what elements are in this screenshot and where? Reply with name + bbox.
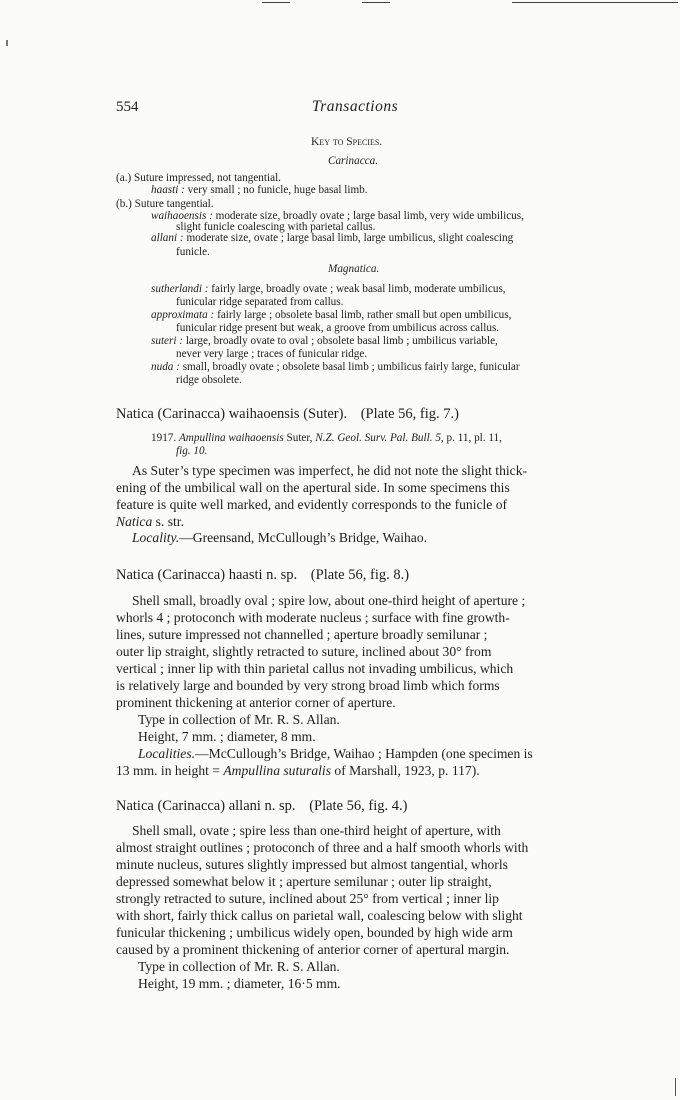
synonymy-fig: fig. 10. [176,445,208,457]
key-a-text: Suture impressed, not tangential. [134,172,281,184]
synonymy-author: Suter, [286,432,313,444]
description-line: outer lip straight, slightly retracted to suture, inclined about 30° from [116,644,492,659]
type-line: Type in collection of Mr. R. S. Allan. [138,712,340,727]
dimensions-line: Height, 7 mm. ; diameter, 8 mm. [138,729,316,744]
key-sutherlandi [151,283,506,296]
key-allani-name: allani : [151,232,184,244]
species-heading-waihaoensis [116,405,459,423]
description-line: caused by a prominent thickening of anterior corner of apertural margin. [116,942,510,957]
running-title: Transactions [312,98,399,115]
key-suteri-desc: large, broadly ovate to oval ; obsolete basal limb ; umbilicus variable, [185,335,498,347]
paragraph-text: s. str. [155,514,184,529]
key-sutherlandi-desc: fairly large, broadly ovate ; weak basal limb, moderate umbilicus, [211,283,506,295]
description-line: funicular thickening ; umbilicus widely open, bounded by high wide arm [116,925,513,940]
paragraph-line [116,513,184,531]
synonymy-line [151,432,502,445]
key-sutherlandi-cont: funicular ridge separated from callus. [176,296,344,308]
localities-line-cont [116,762,480,780]
localities-text: —McCullough’s Bridge, Waihao ; Hampden (one specimen is [195,746,533,761]
species-heading-haasti [116,566,409,584]
key-allani-desc: moderate size, ovate ; large basal limb, large umbilicus, slight coalescing [186,232,514,244]
description-line: Shell small, broadly oval ; spire low, about one-third height of aperture ; [132,593,526,608]
key-allani [151,232,513,245]
key-sutherlandi-name: sutherlandi : [151,283,209,295]
species-reference: Ampullina suturalis [223,763,331,778]
key-nuda-name: nuda : [151,361,180,373]
description-line: prominent thickening at anterior corner of aperture. [116,695,396,710]
localities-text: of Marshall, 1923, p. 117). [334,763,480,778]
scan-artifact-line [512,2,678,3]
key-nuda-desc: small, broadly ovate ; obsolete basal limb ; umbilicus fairly large, funicular [182,361,520,373]
paragraph-line: feature is quite well marked, and evidently corresponds to the funicle of [116,497,508,512]
scan-speck [675,1078,676,1096]
genus-name: Natica [116,514,153,529]
synonymy-journal: N.Z. Geol. Surv. Pal. Bull. 5, [315,432,444,444]
plate-reference: (Plate 56, fig. 7.) [360,406,459,422]
description-line: whorls 4 ; protoconch with moderate nucleus ; surface with fine growth- [116,610,510,625]
species-name: Natica (Carinacca) waihaoensis (Suter). [116,406,348,422]
synonymy-year: 1917. [151,432,177,444]
key-title: Key to Species. [311,136,383,148]
key-suteri-cont: never very large ; traces of funicular ridge. [176,348,368,360]
localities-label: Localities. [138,746,196,761]
key-magnatica-heading: Magnatica. [328,263,380,275]
key-approximata-cont: funicular ridge present but weak, a groove from umbilicus across callus. [176,322,500,334]
key-suteri-name: suteri : [151,335,184,347]
scan-speck [6,40,8,46]
scan-artifact-line [262,2,290,3]
key-haasti-name: haasti : [151,184,185,196]
plate-reference: (Plate 56, fig. 8.) [310,567,410,583]
plate-reference: (Plate 56, fig. 4.) [309,798,408,814]
species-name: Natica (Carinacca) allani n. sp. [116,798,296,814]
description-line: with short, fairly thick callus on parietal wall, coalescing below with slight [116,908,523,923]
type-line: Type in collection of Mr. R. S. Allan. [138,959,340,974]
key-suteri [151,335,498,348]
locality-line [132,529,427,547]
key-b-label: (b.) [116,198,132,210]
species-heading-allani [116,797,407,815]
scan-artifact-line [362,2,390,3]
description-line: vertical ; inner lip with thin parietal callus not invading umbilicus, which [116,661,514,676]
page-number: 554 [116,99,139,115]
dimensions-line: Height, 19 mm. ; diameter, 16·5 mm. [138,976,341,991]
key-b-line [116,198,214,211]
key-waihaoensis-name: waihaoensis : [151,210,213,222]
key-a-line [116,172,281,185]
localities-text: 13 mm. in height = [116,763,220,778]
localities-line [138,745,533,763]
key-b-text: Suture tangential. [134,198,214,210]
paragraph-line: ening of the umbilical wall on the apertural side. In some specimens this [116,480,510,495]
paragraph-line: As Suter’s type specimen was imperfect, he did not note the slight thick- [132,463,528,478]
description-line: is relatively large and bounded by very strong broad limb which forms [116,678,500,693]
synonymy-pages: p. 11, pl. 11, [446,432,502,444]
key-approximata-desc: fairly large ; obsolete basal limb, rather small but open umbilicus, [217,309,512,321]
key-allani-cont: funicle. [176,246,210,258]
key-nuda-cont: ridge obsolete. [176,374,242,386]
locality-text: —Greensand, McCullough’s Bridge, Waihao. [179,530,428,545]
locality-label: Locality. [132,530,180,545]
description-line: lines, suture impressed not channelled ; aperture broadly semilunar ; [116,627,488,642]
key-approximata [151,309,511,322]
description-line: depressed somewhat below it ; aperture semilunar ; outer lip straight, [116,874,492,889]
description-line: strongly retracted to suture, inclined about 25° from vertical ; inner lip [116,891,499,906]
description-line: almost straight outlines ; protoconch of three and a half smooth whorls with [116,840,529,855]
key-waihaoensis-cont: slight funicle coalescing with parietal callus. [176,221,376,233]
description-line: minute nucleus, sutures slightly impressed but almost tangential, whorls [116,857,508,872]
key-haasti [151,184,368,197]
key-waihaoensis-desc: moderate size, broadly ovate ; large basal limb, very wide umbilicus, [215,210,524,222]
key-approximata-name: approximata : [151,309,215,321]
key-haasti-desc: very small ; no funicle, huge basal limb. [187,184,368,196]
synonymy-name: Ampullina waihaoensis [178,432,284,444]
species-name: Natica (Carinacca) haasti n. sp. [116,567,298,583]
key-carinacca-heading: Carinacca. [328,155,379,167]
description-line: Shell small, ovate ; spire less than one-third height of aperture, with [132,823,501,838]
key-a-label: (a.) [116,172,132,184]
key-nuda [151,361,520,374]
